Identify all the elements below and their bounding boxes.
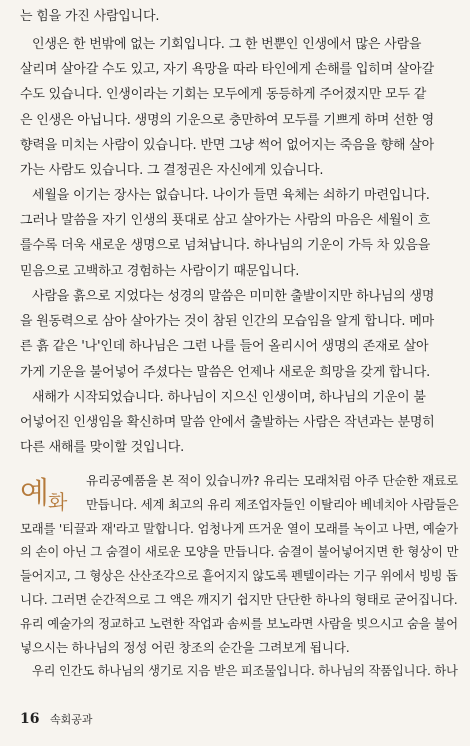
paragraph-dust <box>20 284 456 385</box>
text-line: 모래를 '티끌과 재'라고 말합니다. 엄청나게 뜨거운 열이 모래를 녹이고 나면, 예술가 <box>20 520 459 536</box>
text-line: 유리공예품을 본 적이 있습니까? 유리는 모래처럼 아주 단순한 재료로 <box>86 473 458 488</box>
text-line: 세월을 이기는 장사는 없습니다. 나이가 들면 육체는 쇠하기 마련입니다. <box>32 188 430 203</box>
text-line: 사람을 흙으로 지었다는 성경의 말씀은 미미한 출발이지만 하나님의 생명 <box>32 289 435 304</box>
text-line: 넣으시는 하나님의 정성 어린 창조의 순간을 그려보게 됩니다. <box>20 639 350 655</box>
text-line: 수도 있습니다. 인생이라는 기회는 모두에게 동등하게 주어졌지만 모두 같 <box>20 87 427 103</box>
text-line: 를수록 더욱 새로운 생명으로 넘쳐납니다. 하나님의 기운이 가득 차 있음을 <box>20 238 431 254</box>
text-line: 어넣어진 인생임을 확신하며 말씀 안에서 출발하는 사람은 작년과는 분명히 <box>20 415 435 431</box>
example-text <box>20 469 458 683</box>
example-badge-char: 예 <box>20 476 49 511</box>
text-line: 살리며 살아갈 수도 있고, 자기 욕망을 따라 타인에게 손해를 입히며 살아갈 <box>20 62 434 78</box>
text-line: 은 인생은 아닙니다. 생명의 기운으로 충만하여 모두를 기쁘게 하며 선한 영 <box>20 112 434 128</box>
text-line: 인생은 한 번밖에 없는 기회입니다. 그 한 번뿐인 인생에서 많은 사람을 <box>32 37 422 52</box>
text-line: 다른 새해를 맞이할 것입니다. <box>20 440 185 456</box>
text-line: 믿음으로 고백하고 경험하는 사람이기 때문입니다. <box>20 263 300 279</box>
text-line: 을 원동력으로 삼아 살아가는 것이 참된 인간의 모습임을 알게 합니다. 메마 <box>20 314 434 330</box>
paragraph-new-year <box>20 385 456 461</box>
book-title: 속회공과 <box>49 713 93 726</box>
page-footer <box>20 711 92 727</box>
paragraph-continuation <box>20 4 456 29</box>
text-line: 향력을 미치는 사람이 있습니다. 반면 그냥 썩어 없어지는 죽음을 향해 살아 <box>20 137 434 153</box>
text-line: 그러나 말씀을 자기 인생의 푯대로 삼고 살아가는 사람의 마음은 세월이 흐 <box>20 213 431 229</box>
text-line: 우리 인간도 하나님의 생기로 지음 받은 피조물입니다. 하나님의 작품입니다. 하나 <box>32 663 458 679</box>
page-number: 16 <box>20 711 40 727</box>
text-line: 는 힘을 가진 사람입니다. <box>20 9 160 24</box>
text-line: 가는 사람도 있습니다. 그 결정권은 자신에게 있습니다. <box>20 162 324 178</box>
text-line: 만듭니다. 세계 최고의 유리 제조업자들인 이탈리아 베네치아 사람들은 <box>86 496 459 512</box>
example-badge-char: 화 <box>48 490 68 514</box>
text-line: 새해가 시작되었습니다. 하나님이 지으신 인생이며, 하나님의 기운이 불 <box>32 390 426 405</box>
text-line: 유리 예술가의 정교하고 노련한 작업과 솜씨를 보노라면 사람을 빚으시고 숨을 불어 <box>20 615 458 631</box>
paragraph-opportunity <box>20 32 456 183</box>
text-line: 의 손이 아닌 그 숨결이 새로운 모양을 만듭니다. 숨결이 불어넣어지면 한 형상이 만 <box>20 544 459 560</box>
text-line: 니다. 그러면 순간적으로 그 액은 깨지기 쉽지만 단단한 하나의 형태로 굳어집니다. <box>20 591 458 607</box>
text-line: 른 흙 같은 '나'인데 하나님은 그런 나를 들어 올리시어 생명의 존재로 살아 <box>20 339 429 355</box>
text-line: 가게 기운을 불어넣어 주셨다는 말씀은 언제나 새로운 희망을 갖게 합니다. <box>20 364 431 380</box>
text-line: 들어지고, 그 형상은 산산조각으로 흩어지지 않도록 펜텔이라는 기구 위에서 빙빙 돕 <box>20 568 458 584</box>
paragraph-time <box>20 183 456 284</box>
